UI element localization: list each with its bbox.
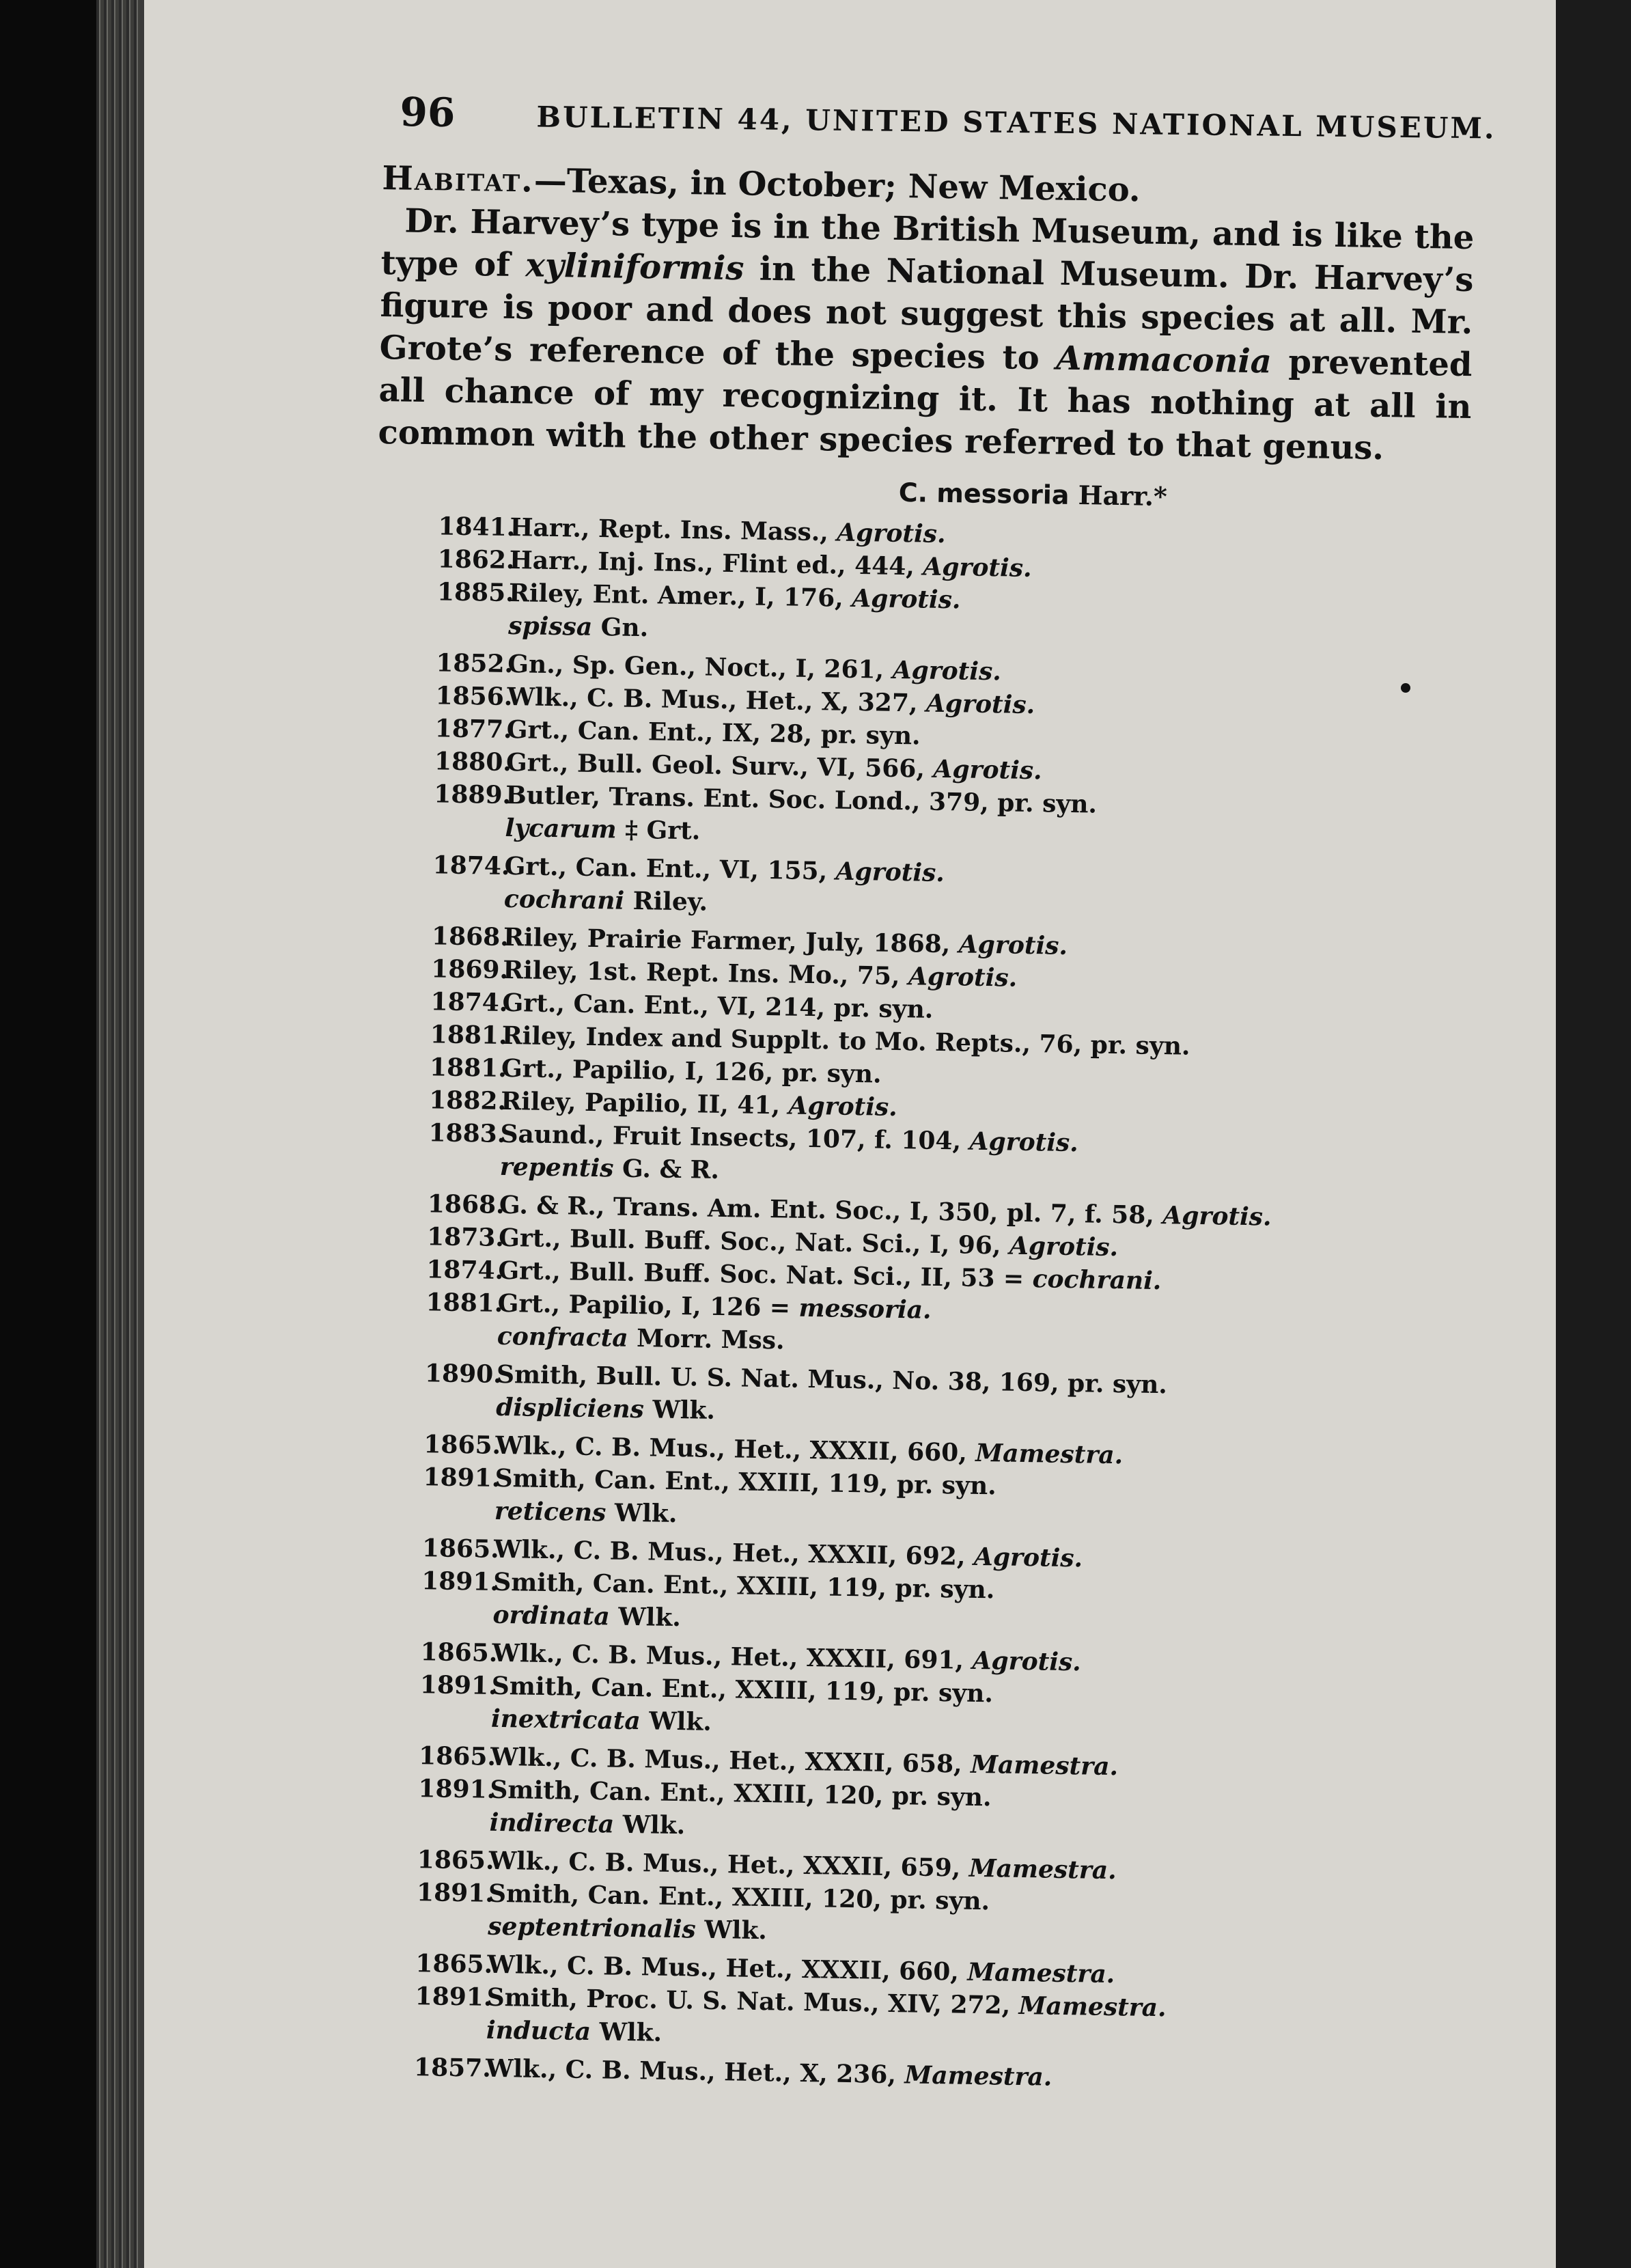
citation-genus: Agrotis. xyxy=(1162,1201,1272,1232)
synonym-author: Gn. xyxy=(591,612,649,643)
citation-year: 1868. xyxy=(431,922,510,952)
synonym-name: septentrionalis xyxy=(488,1911,697,1944)
remarks-italic-2: Ammaconia xyxy=(1055,339,1272,381)
citation-text: Wlk., C. B. Mus., Het., X, 327, xyxy=(507,682,927,718)
citation-genus: Mamestra. xyxy=(975,1438,1124,1470)
citation-text: Butler, Trans. Ent. Soc. Lond., 379, pr. syn. xyxy=(505,780,1098,819)
citation-year: 1874. xyxy=(426,1255,504,1285)
citation-genus: Agrotis. xyxy=(892,655,1002,687)
citation-genus: Agrotis. xyxy=(973,1542,1083,1573)
citation-genus: Agrotis. xyxy=(908,962,1018,993)
citation-text: Smith, Can. Ent., XXIII, 120, pr. syn. xyxy=(490,1775,992,1812)
citation-year: 1891. xyxy=(421,1566,499,1596)
synonym-name: ordinata xyxy=(492,1600,611,1631)
citation-text: Smith, Bull. U. S. Nat. Mus., No. 38, 169, pr. syn. xyxy=(496,1359,1168,1400)
citation-text: Saund., Fruit Insects, 107, f. 104, xyxy=(500,1119,970,1156)
citation-genus: Agrotis. xyxy=(923,552,1032,583)
citation-text: Harr., Inj. Ins., Flint ed., 444, xyxy=(509,545,923,581)
citation-genus: Agrotis. xyxy=(933,754,1042,786)
citation-text: Riley, Papilio, II, 41, xyxy=(500,1086,789,1120)
species-heading xyxy=(377,469,1470,516)
citation-genus: cochrani. xyxy=(1032,1264,1162,1296)
citation-text: Wlk., C. B. Mus., Het., XXXII, 660, xyxy=(487,1950,968,1987)
page-body xyxy=(352,157,1475,2100)
citation-text: Harr., Rept. Ins. Mass., xyxy=(510,512,837,547)
citation-year: 1857. xyxy=(413,2053,492,2083)
citation-year: 1882. xyxy=(428,1085,507,1116)
citation-text: Grt., Can. Ent., VI, 214, pr. syn. xyxy=(502,988,934,1024)
citation-year: 1856. xyxy=(435,681,513,712)
citation-year: 1865. xyxy=(423,1430,501,1460)
synonym-name: lycarum xyxy=(505,813,617,844)
citation-text: Wlk., C. B. Mus., Het., XXXII, 692, xyxy=(493,1534,975,1571)
citation-text: Riley, Ent. Amer., I, 176, xyxy=(508,578,852,613)
citation-text: Wlk., C. B. Mus., Het., XXXII, 660, xyxy=(495,1430,976,1467)
citation-genus: Agrotis. xyxy=(972,1646,1082,1677)
citation-text: Grt., Bull. Geol. Surv., VI, 566, xyxy=(505,747,934,784)
citation-genus: Agrotis. xyxy=(851,583,961,615)
citation-year: 1865. xyxy=(415,1949,493,1979)
synonym-author: Morr. Mss. xyxy=(628,1323,785,1355)
synonym-author: Wlk. xyxy=(695,1915,768,1946)
synonym-name: confracta xyxy=(497,1321,628,1353)
citation-text: Wlk., C. B. Mus., Het., XXXII, 658, xyxy=(490,1742,971,1779)
citation-year: 1891. xyxy=(415,1982,492,2012)
citation-text: Wlk., C. B. Mus., Het., X, 236, xyxy=(485,2053,905,2090)
citation-year: 1891. xyxy=(423,1463,501,1493)
citation-year: 1880. xyxy=(434,747,512,777)
citation-year: 1873. xyxy=(426,1222,505,1252)
citation-text: Wlk., C. B. Mus., Het., XXXII, 659, xyxy=(488,1846,970,1883)
species-name: messoria xyxy=(936,478,1070,510)
citation-year: 1891. xyxy=(416,1878,494,1908)
citation-year: 1889. xyxy=(434,779,512,810)
synonym-name: inducta xyxy=(486,2015,591,2047)
citation-genus: Agrotis. xyxy=(925,689,1035,720)
remarks-paragraph xyxy=(378,199,1475,471)
citation-text: Grt., Can. Ent., IX, 28, pr. syn. xyxy=(506,715,921,751)
synonym-name: indirecta xyxy=(489,1808,615,1839)
page-header xyxy=(400,89,1507,157)
remarks-line-1: Dr. Harvey’s type is in the British Museum, and is like the type of xyxy=(380,202,1475,284)
citation-genus: Agrotis. xyxy=(835,857,945,888)
citation-year: 1865. xyxy=(421,1534,500,1564)
citation-text: Smith, Can. Ent., XXIII, 119, pr. syn. xyxy=(492,1567,995,1605)
citation-year: 1874. xyxy=(432,850,510,881)
citation-text: Grt., Papilio, I, 126, pr. syn. xyxy=(501,1053,882,1089)
synonym-author: Wlk. xyxy=(605,1498,678,1529)
synonym-author: Wlk. xyxy=(640,1706,712,1737)
synonym-author: Riley. xyxy=(624,886,708,917)
citation-text: G. & R., Trans. Am. Ent. Soc., I, 350, pl. 7, f. 58, xyxy=(499,1190,1163,1230)
habitat-text: —Texas, in October; New Mexico. xyxy=(533,161,1141,210)
citation-text: Grt., Bull. Buff. Soc., Nat. Sci., I, 96, xyxy=(498,1223,1010,1260)
citation-genus: Mamestra. xyxy=(904,2060,1053,2092)
synonym-name: spissa xyxy=(507,611,593,641)
citation-text: Gn., Sp. Gen., Noct., I, 261, xyxy=(507,649,893,684)
habitat-label: Habitat. xyxy=(382,158,535,200)
synonym-author: Wlk. xyxy=(613,1810,686,1840)
citation-text: Smith, Can. Ent., XXIII, 119, pr. syn. xyxy=(494,1463,997,1501)
citation-year: 1841. xyxy=(438,512,516,542)
citation-text: Grt., Papilio, I, 126 = xyxy=(497,1288,799,1323)
synonym-author: ‡ Grt. xyxy=(616,815,701,846)
citation-year: 1881. xyxy=(429,1053,507,1083)
citation-text: Smith, Can. Ent., XXIII, 120, pr. syn. xyxy=(488,1879,990,1916)
citation-genus: Agrotis. xyxy=(788,1091,898,1122)
citation-genus: Agrotis. xyxy=(958,930,1068,960)
remarks-line-3: prevented all chance of my recognizing it. It has nothing at all in common with the other species referred to that genus. xyxy=(378,342,1473,468)
citation-year: 1891. xyxy=(419,1670,497,1700)
citation-text: Wlk., C. B. Mus., Het., XXXII, 691, xyxy=(492,1638,973,1675)
species-author: Harr.* xyxy=(1078,480,1168,512)
citation-year: 1885. xyxy=(436,577,515,608)
species-genus: C. xyxy=(898,477,928,508)
scan-margin xyxy=(1556,0,1631,2268)
citation-text: Grt., Can. Ent., VI, 155, xyxy=(504,851,837,886)
citation-year: 1881. xyxy=(426,1288,503,1318)
citation-year: 1877. xyxy=(434,714,512,745)
citation-year: 1868. xyxy=(427,1189,505,1219)
citation-text: Smith, Proc. U. S. Nat. Mus., XIV, 272, xyxy=(486,1982,1020,2020)
citation-text: Riley, Prairie Farmer, July, 1868, xyxy=(503,922,960,959)
synonym-name: inextricata xyxy=(490,1704,641,1736)
citation-year: 1865. xyxy=(418,1741,497,1771)
citation-year: 1881. xyxy=(430,1020,507,1051)
synonymy-list xyxy=(352,509,1470,2100)
citation-text: Smith, Can. Ent., XXIII, 119, pr. syn. xyxy=(491,1671,994,1709)
citation-genus: Agrotis. xyxy=(969,1126,1079,1158)
synonym-name: displiciens xyxy=(495,1392,645,1424)
citation-text: Grt., Bull. Buff. Soc. Nat. Sci., II, 53 = xyxy=(498,1256,1033,1294)
remarks-italic-1: xyliniformis xyxy=(525,246,744,288)
citation-year: 1883. xyxy=(428,1118,506,1149)
page-number: 96 xyxy=(400,89,456,136)
citation-text: Riley, 1st. Rept. Ins. Mo., 75, xyxy=(503,955,909,991)
citation-year: 1869. xyxy=(431,954,509,985)
synonym-name: cochrani xyxy=(503,884,625,915)
citation-genus: Agrotis. xyxy=(1009,1231,1119,1262)
citation-genus: Mamestra. xyxy=(968,1853,1117,1885)
citation-genus: Mamestra. xyxy=(1018,1991,1167,2023)
citation-year: 1890. xyxy=(424,1359,503,1389)
synonym-author: Wlk. xyxy=(590,2017,663,2047)
citation-genus: Mamestra. xyxy=(970,1750,1119,1782)
citation-genus: messoria. xyxy=(798,1293,932,1325)
citation-text: Riley, Index and Supplt. to Mo. Repts., 76, pr. syn. xyxy=(501,1021,1190,1061)
citation-year: 1891. xyxy=(418,1774,496,1804)
running-head: BULLETIN 44, UNITED STATES NATIONAL MUSEUM. xyxy=(536,100,1496,146)
remarks-line-2: in the National Museum. Dr. Harvey’s figure is poor and does not suggest this species at all. Mr. Grote’s reference of the species to xyxy=(379,249,1474,378)
citation-year: 1865. xyxy=(420,1637,498,1668)
synonym-author: Wlk. xyxy=(609,1602,682,1633)
citation-year: 1852. xyxy=(436,648,514,679)
synonym-name: repentis xyxy=(499,1152,614,1183)
citation-genus: Agrotis. xyxy=(837,518,946,549)
synonym-author: Wlk. xyxy=(643,1395,716,1425)
citation-year: 1865. xyxy=(417,1845,494,1875)
citation-year: 1862. xyxy=(437,544,515,575)
synonym-author: G. & R. xyxy=(613,1154,720,1185)
citation-year: 1874. xyxy=(430,987,508,1018)
citation-genus: Mamestra. xyxy=(967,1957,1115,1989)
synonym-name: reticens xyxy=(494,1496,607,1527)
